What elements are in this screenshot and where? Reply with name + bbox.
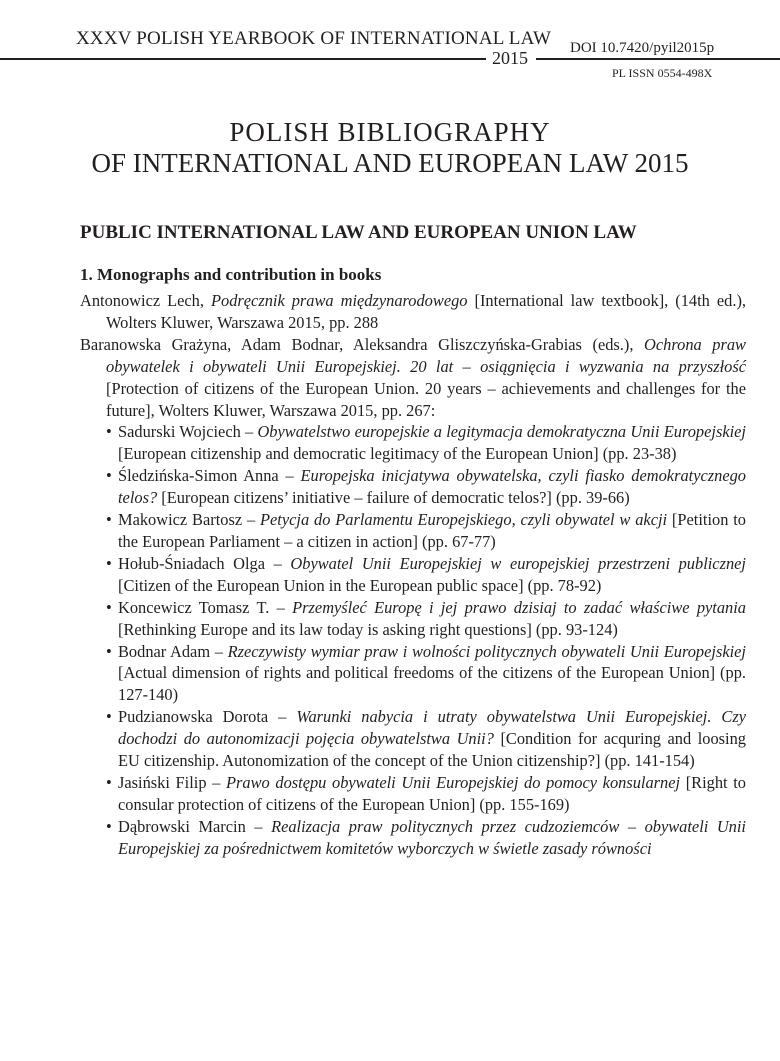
contribution-title: Warunki nabycia i utraty obywatelstwa Unii Europejskiej. Czy dochodzi do autonomizacji pojęcia obywatelstwa Unii?	[118, 707, 746, 749]
bullet-icon: •	[106, 707, 112, 727]
entry-title: Podręcznik prawa międzynarodowego	[210, 291, 468, 310]
header-rule-left	[0, 58, 486, 60]
bullet-icon: •	[106, 553, 112, 573]
list-item	[106, 421, 746, 465]
bibliography-entry	[80, 290, 746, 334]
section-heading: PUBLIC INTERNATIONAL LAW AND EUROPEAN UNION LAW	[80, 222, 637, 243]
bibliography-body	[80, 290, 746, 860]
contribution-title: Petycja do Parlamentu Europejskiego, czyli obywatel w akcji	[260, 510, 668, 530]
contribution-title: Realizacja praw politycznych przez cudzoziemców – obywateli Unii Europejskiej za pośrednictwem komitetów wyborczych w świetle zasady równości	[118, 816, 746, 858]
contribution-details: [Rethinking Europe and its law today is asking right questions] (pp. 93-124)	[118, 619, 618, 639]
contribution-details: [European citizens’ initiative – failure of democratic telos?] (pp. 39-66)	[157, 488, 630, 508]
page-title-line1: POLISH BIBLIOGRAPHY	[229, 117, 551, 147]
entry-authors: Antonowicz Lech,	[80, 291, 211, 310]
list-item	[106, 509, 746, 553]
entry-details: [International law textbook], (14th ed.), Wolters Kluwer, Warszawa 2015, pp. 288	[106, 291, 746, 332]
bullet-icon: •	[106, 816, 112, 836]
list-item	[106, 816, 746, 860]
page-title-line2: OF INTERNATIONAL AND EUROPEAN LAW 2015	[91, 148, 689, 178]
contribution-title: Obywatelstwo europejskie a legitymacja demokratyczna Unii Europejskiej	[257, 422, 746, 442]
contribution-title: Rzeczywisty wymiar praw i wolności politycznych obywateli Unii Europejskiej	[227, 641, 746, 661]
contribution-author: Sadurski Wojciech –	[118, 422, 258, 442]
bibliography-entry	[80, 334, 746, 422]
doi: DOI 10.7420/pyil2015p	[570, 40, 715, 56]
contribution-details: [Actual dimension of rights and political freedoms of the citizens of the European Union] (pp. 127-140)	[118, 663, 746, 705]
list-item	[106, 772, 746, 816]
contribution-author: Jasiński Filip –	[118, 772, 227, 792]
contribution-title: Europejska inicjatywa obywatelska, czyli fiasko demokratycznego telos?	[118, 466, 746, 508]
contribution-details: [Citizen of the European Union in the European public space] (pp. 78-92)	[118, 575, 602, 595]
list-item	[106, 465, 746, 509]
contribution-list	[80, 421, 746, 859]
bullet-icon: •	[106, 772, 112, 792]
list-item	[106, 553, 746, 597]
list-item	[106, 641, 746, 707]
bullet-icon: •	[106, 597, 112, 617]
entry-title: Ochrona praw obywatelek i obywateli Unii Europejskiej. 20 lat – osiągnięcia i wyzwania na przyszłość	[106, 334, 746, 376]
contribution-author: Koncewicz Tomasz T. –	[118, 597, 293, 617]
contribution-title: Obywatel Unii Europejskiej w europejskiej przestrzeni publicznej	[290, 553, 746, 573]
contribution-details: [Right to consular protection of citizens of the European Union] (pp. 155-169)	[118, 772, 747, 814]
contribution-author: Hołub-Śniadach Olga –	[118, 553, 291, 573]
bullet-icon: •	[106, 510, 112, 530]
list-item	[106, 706, 746, 772]
header-rule-right	[536, 58, 780, 60]
running-header-year: 2015	[492, 48, 528, 68]
contribution-title: Prawo dostępu obywateli Unii Europejskiej do pomocy konsularnej	[226, 772, 681, 792]
list-item	[106, 597, 746, 641]
contribution-details: [European citizenship and democratic legitimacy of the European Union] (pp. 23-38)	[118, 444, 677, 464]
contribution-author: Makowicz Bartosz –	[118, 510, 261, 530]
bullet-icon: •	[106, 422, 112, 442]
entry-details: [Protection of citizens of the European Union. 20 years – achievements and challenges for the future], Wolters Kluwer, Warszawa 2015, pp. 267:	[106, 378, 746, 420]
issn: PL ISSN 0554-498X	[612, 66, 713, 80]
contribution-author: Pudzianowska Dorota –	[118, 707, 297, 727]
contribution-title: Przemyśleć Europę i jej prawo dzisiaj to zadać właściwe pytania	[292, 597, 747, 617]
running-header-journal: XXXV POLISH YEARBOOK OF INTERNATIONAL LAW	[76, 28, 552, 49]
bullet-icon: •	[106, 641, 112, 661]
entry-authors: Baranowska Grażyna, Adam Bodnar, Aleksandra Gliszczyńska-Grabias (eds.),	[80, 334, 645, 354]
contribution-author: Bodnar Adam –	[118, 641, 228, 661]
contribution-details: [Condition for acquring and loosing EU citizenship. Autonomization of the concept of the Union citizenship?] (pp. 141-154)	[118, 729, 746, 771]
contribution-details: [Petition to the European Parliament – a citizen in action] (pp. 67-77)	[118, 510, 746, 551]
contribution-author: Śledzińska-Simon Anna –	[118, 466, 301, 486]
contribution-author: Dąbrowski Marcin –	[118, 816, 272, 836]
subsection-heading: 1. Monographs and contribution in books	[80, 265, 382, 284]
bullet-icon: •	[106, 466, 112, 486]
